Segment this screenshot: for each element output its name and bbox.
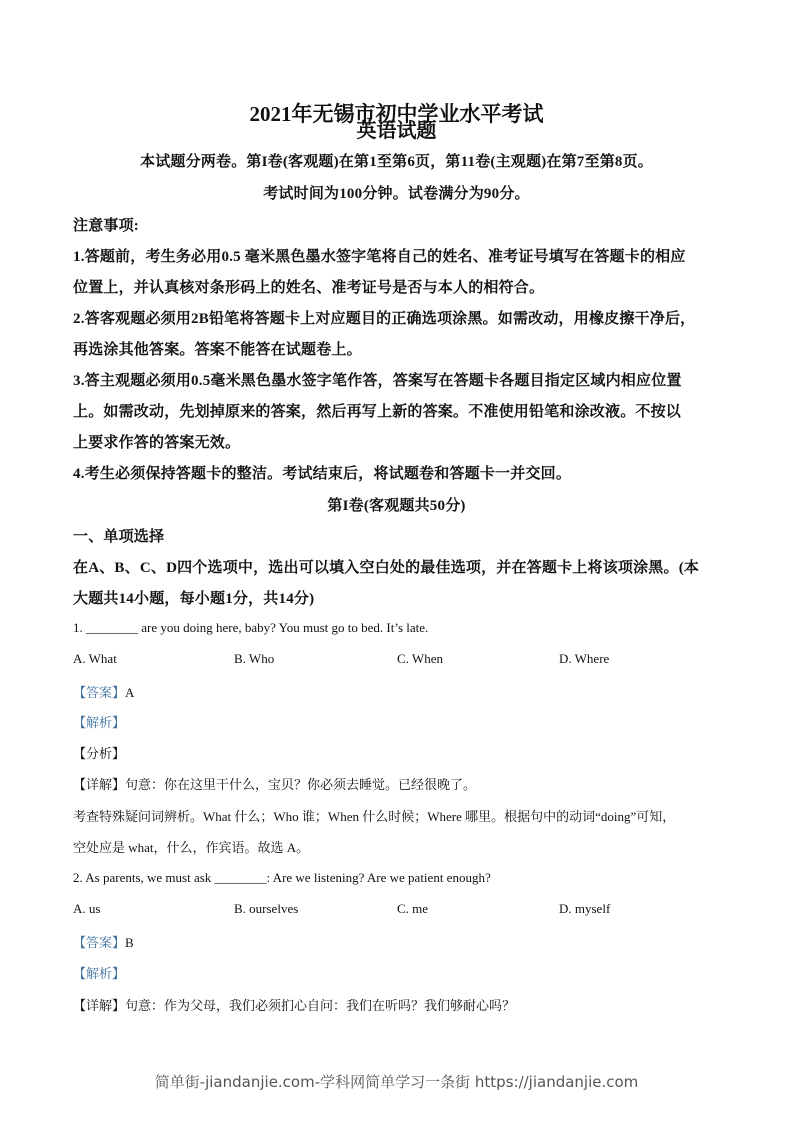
notes-line: 1.答题前，考生务必用0.5 毫米黑色墨水签字笔将自己的姓名、准考证号填写在答题卡的相应 <box>73 249 686 265</box>
option-b: B. ourselves <box>234 901 299 916</box>
option-b: B. Who <box>234 651 275 666</box>
question-2-stem: 2. As parents, we must ask ________: Are we listening? Are we patient enough? <box>73 870 491 885</box>
answer-row <box>73 682 743 701</box>
part-title: 一、单项选择 <box>73 529 165 545</box>
page-subtitle: 英语试题 <box>356 120 437 142</box>
analysis-label: 【解析】 <box>73 715 126 730</box>
analysis-label: 【解析】 <box>73 966 126 981</box>
notes-line: 2.答客观题必须用2B铅笔将答题卡上对应题目的正确选项涂黑。如需改动，用橡皮擦干净后， <box>73 311 696 327</box>
option-a: A. What <box>73 651 117 666</box>
question-1-stem: 1. ________ are you doing here, baby? You must go to bed. It’s late. <box>73 620 429 635</box>
intro-line-1: 本试题分两卷。第I卷(客观题)在第1至第6页，第11卷(主观题)在第7至第8页。 <box>140 154 653 170</box>
notes-line: 位置上，并认真核对条形码上的姓名、准考证号是否与本人的相符合。 <box>73 280 545 296</box>
option-a: A. us <box>73 901 101 916</box>
detail-row <box>73 774 743 793</box>
option-d: D. myself <box>559 901 611 916</box>
answer-value: A <box>125 685 135 700</box>
page-title: 2021年无锡市初中学业水平考试 <box>249 102 544 126</box>
volume-title: 第I卷(客观题共50分) <box>327 498 466 514</box>
notes-line: 上。如需改动，先划掉原来的答案，然后再写上新的答案。不准使用铅笔和涂改液。不按以 <box>73 404 682 420</box>
detail-row <box>73 995 743 1014</box>
explanation-line-1: 考查特殊疑问词辨析。What 什么；Who 谁；When 什么时候；Where 哪里。根据句中的动词“doing”可知， <box>73 809 676 824</box>
option-c: C. When <box>397 651 443 666</box>
answer-label: 【答案】 <box>73 935 126 950</box>
option-c: C. me <box>397 901 429 916</box>
notes-heading: 注意事项: <box>73 218 139 234</box>
explanation-line-2: 空处应是 what，什么，作宾语。故选 A。 <box>73 840 310 855</box>
notes-line: 上要求作答的答案无效。 <box>73 435 241 451</box>
answer-label: 【答案】 <box>73 685 126 700</box>
detail-text: 句意：你在这里干什么，宝贝？你必须去睡觉。已经很晚了。 <box>125 777 477 792</box>
option-d: D. Where <box>559 651 610 666</box>
detail-label: 【详解】 <box>73 998 126 1013</box>
watermark-footer: 简单街-jiandanjie.com-学科网简单学习一条街 https://jiandanjie.com <box>154 1073 639 1091</box>
answer-row <box>73 932 743 951</box>
instructions-line-2: 大题共14小题，每小题1分，共14分) <box>73 591 315 607</box>
notes-line: 4.考生必须保持答题卡的整洁。考试结束后，将试题卷和答题卡一并交回。 <box>73 466 572 482</box>
notes-line: 3.答主观题必须用0.5毫米黑色墨水签字笔作答，答案写在答题卡各题目指定区域内相应位置 <box>73 373 682 389</box>
detail-text: 句意：作为父母，我们必须扪心自问：我们在听吗？我们够耐心吗？ <box>125 998 516 1013</box>
instructions-line-1: 在A、B、C、D四个选项中，选出可以填入空白处的最佳选项，并在答题卡上将该项涂黑。(本 <box>73 560 700 576</box>
intro-line-2: 考试时间为100分钟。试卷满分为90分。 <box>263 186 530 202</box>
answer-value: B <box>125 935 134 950</box>
notes-line: 再选涂其他答案。答案不能答在试题卷上。 <box>73 342 362 358</box>
detail-label: 【详解】 <box>73 777 126 792</box>
fenxi-label: 【分析】 <box>73 746 126 761</box>
